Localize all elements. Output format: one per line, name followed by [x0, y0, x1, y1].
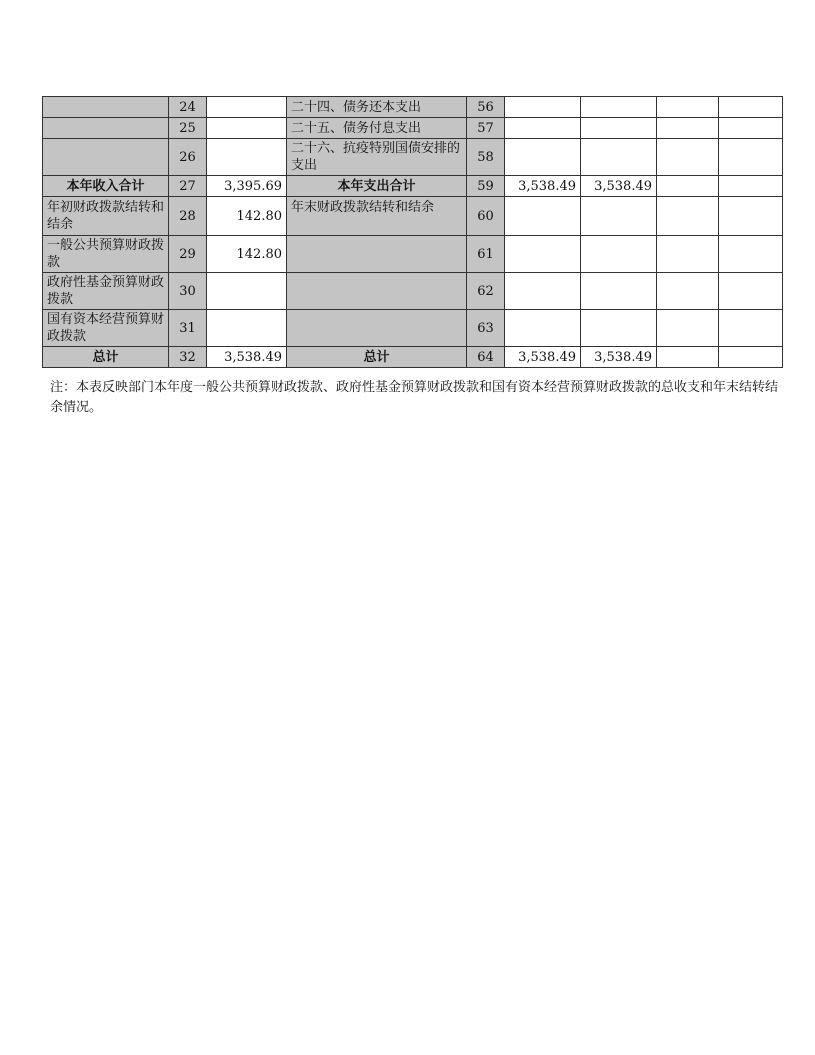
expense-amount-total — [505, 139, 581, 176]
expense-amount-fund — [657, 97, 719, 118]
table-row — [43, 310, 783, 347]
expense-line-number: 56 — [467, 97, 505, 118]
expense-amount-general: 3,538.49 — [581, 176, 657, 197]
expense-amount-state-capital — [719, 273, 783, 310]
expense-label: 年末财政拨款结转和结余 — [287, 197, 467, 236]
table-row — [43, 139, 783, 176]
expense-amount-general — [581, 118, 657, 139]
expense-line-number: 60 — [467, 197, 505, 236]
income-total-label: 本年收入合计 — [43, 176, 169, 197]
expense-amount-state-capital — [719, 236, 783, 273]
table-row — [43, 118, 783, 139]
income-amount: 3,538.49 — [207, 347, 287, 368]
table-row — [43, 176, 783, 197]
expense-amount-general — [581, 273, 657, 310]
expense-amount-general — [581, 139, 657, 176]
expense-line-number: 62 — [467, 273, 505, 310]
income-label — [43, 139, 169, 176]
grand-total-label: 总计 — [43, 347, 169, 368]
expense-line-number: 57 — [467, 118, 505, 139]
expense-label — [287, 236, 467, 273]
table-row — [43, 347, 783, 368]
income-line-number: 27 — [169, 176, 207, 197]
expense-amount-total: 3,538.49 — [505, 176, 581, 197]
expense-amount-state-capital — [719, 176, 783, 197]
income-amount — [207, 118, 287, 139]
table-row — [43, 273, 783, 310]
income-line-number: 29 — [169, 236, 207, 273]
income-line-number: 25 — [169, 118, 207, 139]
expense-amount-state-capital — [719, 139, 783, 176]
expense-amount-fund — [657, 236, 719, 273]
income-label: 国有资本经营预算财政拨款 — [43, 310, 169, 347]
expense-amount-total — [505, 118, 581, 139]
income-line-number: 32 — [169, 347, 207, 368]
income-line-number: 24 — [169, 97, 207, 118]
expense-amount-fund — [657, 273, 719, 310]
income-label — [43, 118, 169, 139]
expense-amount-total — [505, 197, 581, 236]
expense-amount-fund — [657, 139, 719, 176]
income-amount — [207, 139, 287, 176]
table-footnote: 注：本表反映部门本年度一般公共预算财政拨款、政府性基金预算财政拨款和国有资本经营预算财政拨款的总收支和年末结转结余情况。 — [50, 380, 779, 415]
expense-amount-general — [581, 197, 657, 236]
income-amount — [207, 310, 287, 347]
expense-amount-total: 3,538.49 — [505, 347, 581, 368]
expense-amount-fund — [657, 197, 719, 236]
table-row — [43, 97, 783, 118]
expense-line-number: 63 — [467, 310, 505, 347]
expense-amount-fund — [657, 118, 719, 139]
income-amount: 142.80 — [207, 197, 287, 236]
expense-amount-total — [505, 97, 581, 118]
expense-label — [287, 310, 467, 347]
expense-line-number: 58 — [467, 139, 505, 176]
expense-amount-total — [505, 310, 581, 347]
income-line-number: 31 — [169, 310, 207, 347]
income-label: 政府性基金预算财政拨款 — [43, 273, 169, 310]
income-line-number: 30 — [169, 273, 207, 310]
table-row — [43, 197, 783, 236]
income-amount — [207, 273, 287, 310]
income-amount: 3,395.69 — [207, 176, 287, 197]
income-line-number: 28 — [169, 197, 207, 236]
budget-table — [42, 96, 783, 368]
table-row — [43, 236, 783, 273]
expense-amount-fund — [657, 347, 719, 368]
expense-amount-general — [581, 236, 657, 273]
expense-label: 二十五、债务付息支出 — [287, 118, 467, 139]
expense-amount-state-capital — [719, 97, 783, 118]
income-label: 年初财政拨款结转和结余 — [43, 197, 169, 236]
expense-amount-total — [505, 273, 581, 310]
income-amount: 142.80 — [207, 236, 287, 273]
expense-label — [287, 273, 467, 310]
income-label: 一般公共预算财政拨款 — [43, 236, 169, 273]
expense-amount-general: 3,538.49 — [581, 347, 657, 368]
expense-label: 二十六、抗疫特别国债安排的支出 — [287, 139, 467, 176]
expense-amount-state-capital — [719, 310, 783, 347]
expense-amount-fund — [657, 310, 719, 347]
expense-amount-state-capital — [719, 197, 783, 236]
expense-line-number: 61 — [467, 236, 505, 273]
expense-line-number: 64 — [467, 347, 505, 368]
expense-amount-fund — [657, 176, 719, 197]
expense-amount-total — [505, 236, 581, 273]
income-line-number: 26 — [169, 139, 207, 176]
expense-line-number: 59 — [467, 176, 505, 197]
expense-total-label: 本年支出合计 — [287, 176, 467, 197]
income-label — [43, 97, 169, 118]
income-amount — [207, 97, 287, 118]
expense-label: 二十四、债务还本支出 — [287, 97, 467, 118]
expense-amount-state-capital — [719, 118, 783, 139]
expense-amount-general — [581, 97, 657, 118]
expense-amount-state-capital — [719, 347, 783, 368]
expense-amount-general — [581, 310, 657, 347]
grand-total-label: 总计 — [287, 347, 467, 368]
